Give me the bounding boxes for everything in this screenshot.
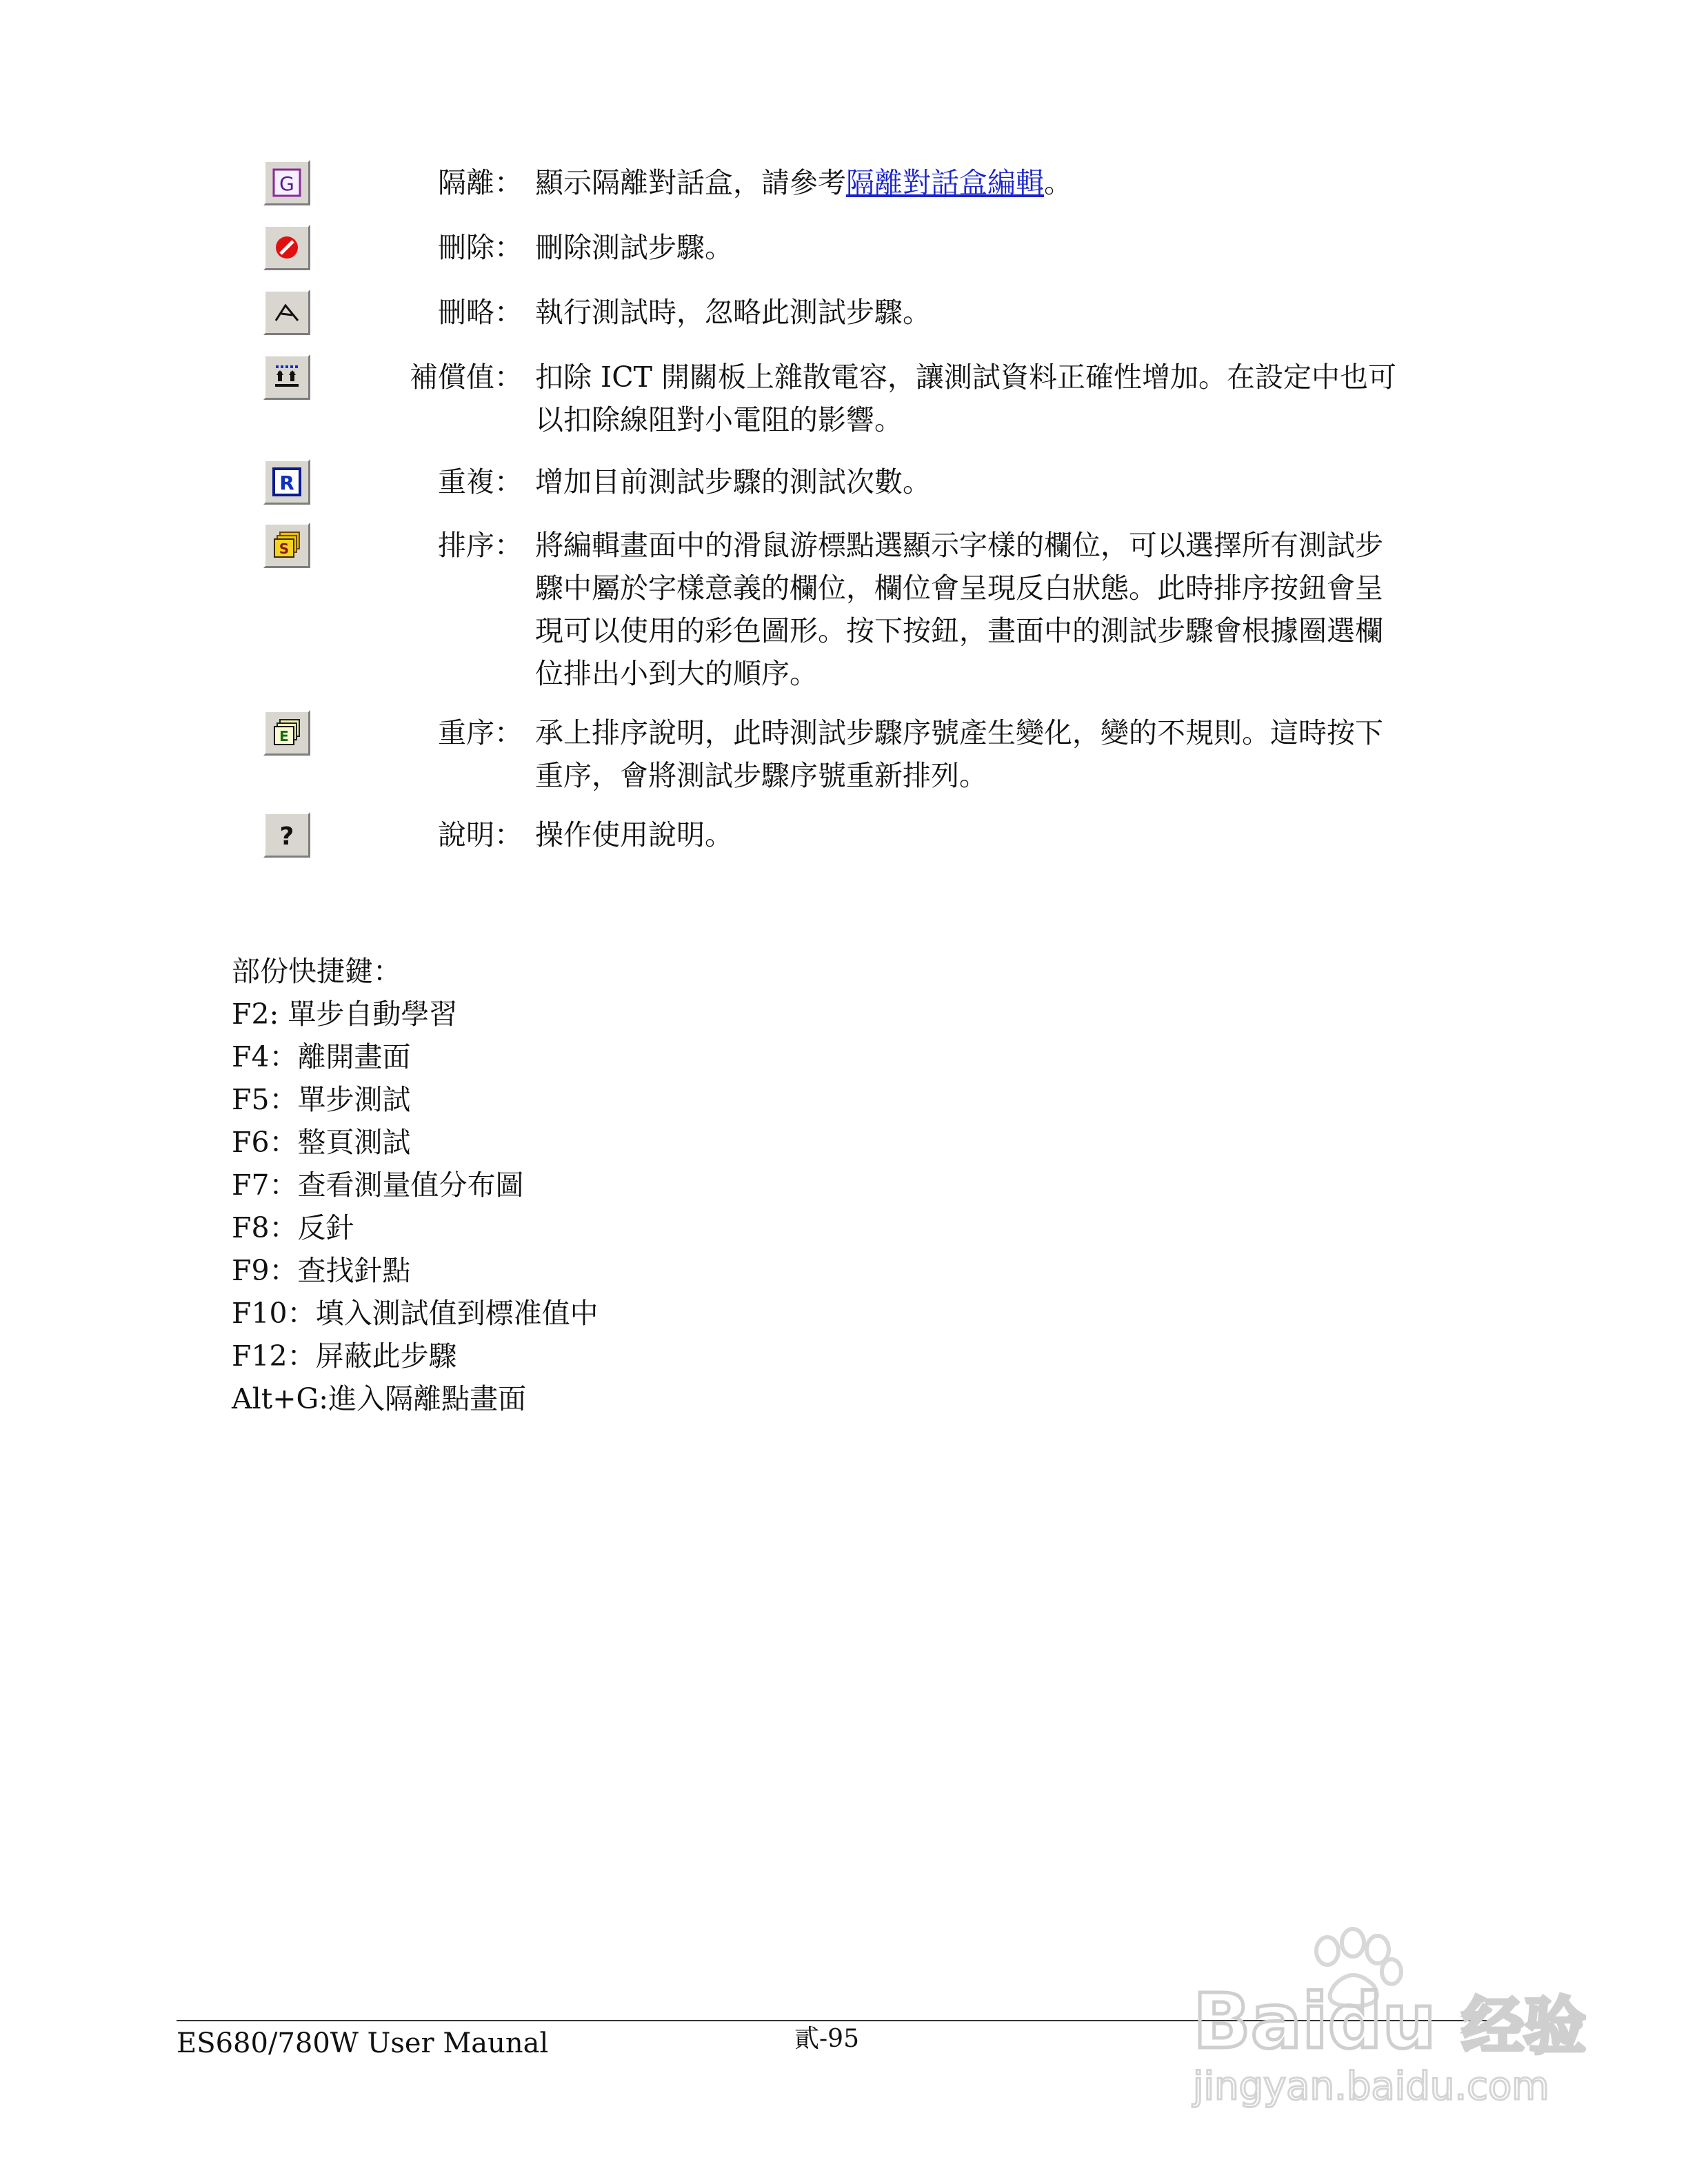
repeat-r-icon[interactable] xyxy=(263,459,310,505)
svg-text:G: G xyxy=(279,172,294,195)
item-label: 補償值： xyxy=(410,361,523,394)
item-label: 排序： xyxy=(438,529,523,562)
item-label: 說明： xyxy=(438,818,523,851)
item-label: 重複： xyxy=(438,465,523,498)
compensation-icon[interactable] xyxy=(263,354,310,400)
shortcut-item: F5：單步測試 xyxy=(232,1083,411,1116)
shortcut-item: F7：查看測量值分布圖 xyxy=(232,1169,524,1202)
item-label: 隔離： xyxy=(438,166,523,199)
shortcut-item: F12：屏蔽此步驟 xyxy=(232,1339,457,1373)
item-description: 扣除 ICT 開關板上雜散電容，讓測試資料正確性增加。在設定中也可以扣除線阻對小電阻的影響。 xyxy=(535,361,1396,436)
shortcuts-title: 部份快捷鍵： xyxy=(232,955,401,988)
isolation-dialog-link[interactable]: 隔離對話盒編輯 xyxy=(846,166,1044,199)
svg-text:E: E xyxy=(279,728,289,745)
shortcut-item: Alt+G:進入隔離點畫面 xyxy=(232,1382,527,1415)
shortcut-item: F8：反針 xyxy=(232,1211,354,1244)
skip-icon[interactable] xyxy=(263,290,310,335)
svg-text:R: R xyxy=(279,472,294,494)
watermark-brand: Baidu xyxy=(1193,1977,1436,2065)
item-label: 刪略： xyxy=(438,296,523,329)
delete-icon[interactable] xyxy=(263,225,310,270)
item-description: 將編輯畫面中的滑鼠游標點選顯示字樣的欄位，可以選擇所有測試步驟中屬於字樣意義的欄位，欄位會呈現反白狀態。此時排序按鈕會呈現可以使用的彩色圖形。按下按鈕，畫面中的測試步驟會根據圈選欄位排出小到大的順序。 xyxy=(535,529,1383,690)
watermark-url: jingyan.baidu.com xyxy=(1193,2064,1549,2109)
shortcut-item: F10：填入測試值到標准值中 xyxy=(232,1297,599,1330)
item-description: 刪除測試步驟。 xyxy=(535,231,733,264)
footer-manual-title: ES680/780W User Maunal xyxy=(177,2028,549,2059)
shortcuts-section xyxy=(232,950,599,1420)
reorder-e-icon[interactable] xyxy=(263,710,310,756)
shortcut-item: F2: 單步自動學習 xyxy=(232,998,458,1031)
item-description: 承上排序說明，此時測試步驟序號產生變化，變的不規則。這時按下重序，會將測試步驟序號重新排列。 xyxy=(535,716,1383,792)
shortcut-item: F6：整頁測試 xyxy=(232,1126,411,1159)
shortcut-item: F4：離開畫面 xyxy=(232,1040,411,1073)
isolation-g-icon[interactable] xyxy=(263,160,310,205)
watermark-cn: 经验 xyxy=(1462,1990,1586,2063)
footer-page-number: 貳-95 xyxy=(794,2025,859,2053)
baidu-watermark-logo xyxy=(1172,1903,1586,2110)
desc-text-end: 。 xyxy=(1044,166,1072,199)
item-description: 執行測試時，忽略此測試步驟。 xyxy=(535,296,931,329)
desc-text: 顯示隔離對話盒，請參考 xyxy=(535,166,846,199)
item-label: 重序： xyxy=(438,716,523,749)
shortcut-item: F9：查找針點 xyxy=(232,1254,411,1287)
help-icon[interactable] xyxy=(263,812,310,858)
item-label: 刪除： xyxy=(438,231,523,264)
svg-text:S: S xyxy=(279,540,290,557)
item-description: 操作使用說明。 xyxy=(535,818,733,851)
item-description xyxy=(535,161,1411,204)
svg-text:?: ? xyxy=(279,822,294,850)
sort-s-icon[interactable] xyxy=(263,523,310,568)
item-description: 增加目前測試步驟的測試次數。 xyxy=(535,465,931,498)
